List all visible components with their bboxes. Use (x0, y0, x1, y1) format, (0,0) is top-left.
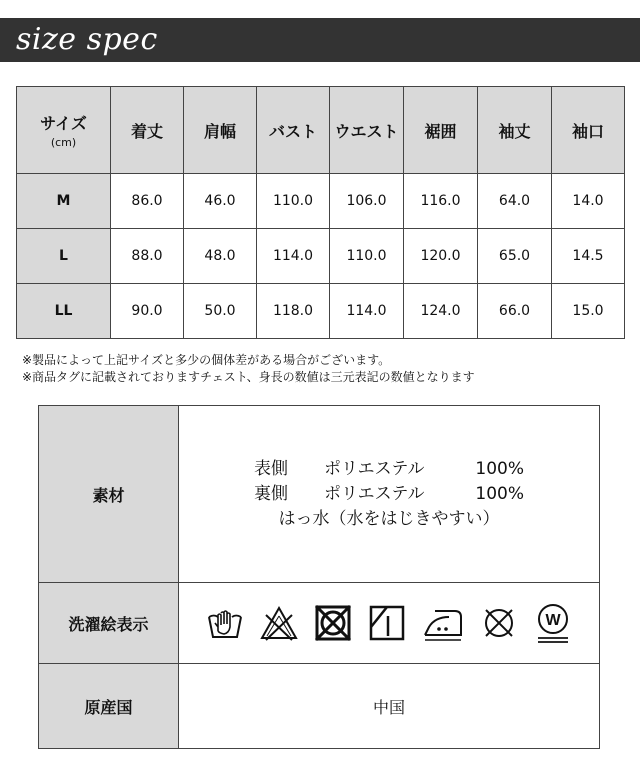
table-cell: 66.0 (478, 284, 552, 339)
row-size: M (17, 174, 111, 229)
material-side: 表側 (254, 458, 288, 479)
table-cell: 65.0 (478, 229, 552, 284)
table-cell: 106.0 (330, 174, 404, 229)
care-label: 洗濯絵表示 (39, 583, 179, 664)
hand-wash-icon (205, 603, 245, 643)
table-cell: 116.0 (404, 174, 478, 229)
table-cell: 50.0 (184, 284, 257, 339)
material-value (179, 406, 600, 583)
header-waist: ウエスト (330, 87, 404, 174)
header-shoulder: 肩幅 (184, 87, 257, 174)
table-cell: 64.0 (478, 174, 552, 229)
row-size: LL (17, 284, 111, 339)
svg-text:W: W (545, 612, 561, 629)
material-line-inner (179, 482, 599, 507)
header-size-unit: (cm) (50, 136, 77, 149)
title-banner (0, 18, 640, 62)
material-row (39, 406, 600, 583)
header-cuff: 袖口 (552, 87, 625, 174)
table-cell: 88.0 (111, 229, 184, 284)
iron-low-icon (421, 603, 465, 643)
table-cell: 46.0 (184, 174, 257, 229)
no-tumble-dry-icon (313, 603, 353, 643)
page-title: size spec (16, 22, 158, 57)
table-cell: 124.0 (404, 284, 478, 339)
table-cell: 114.0 (257, 229, 330, 284)
table-cell: 110.0 (257, 174, 330, 229)
origin-row (39, 664, 600, 749)
header-size-label: サイズ (40, 114, 87, 133)
material-side: 裏側 (254, 483, 288, 504)
header-length: 着丈 (111, 87, 184, 174)
material-percent: 100% (475, 458, 524, 479)
table-cell: 120.0 (404, 229, 478, 284)
row-size: L (17, 229, 111, 284)
material-label: 素材 (39, 406, 179, 583)
material-line-outer (179, 457, 599, 482)
header-sleeve-length: 袖丈 (478, 87, 552, 174)
header-size (17, 87, 111, 174)
header-bust: バスト (257, 87, 330, 174)
no-bleach-icon (259, 603, 299, 643)
material-note: はっ水（水をはじきやすい） (278, 508, 500, 529)
note-line: ※製品によって上記サイズと多少の個体差がある場合がございます。 (22, 353, 391, 367)
table-cell: 48.0 (184, 229, 257, 284)
note-line: ※商品タグに記載されておりますチェスト、身長の数値は三元表記の数値となります (22, 370, 475, 384)
table-cell: 118.0 (257, 284, 330, 339)
origin-value: 中国 (179, 664, 600, 749)
line-dry-shade-icon (367, 603, 407, 643)
table-row (17, 284, 625, 339)
table-row (17, 229, 625, 284)
product-info-table (38, 405, 600, 749)
size-table-header (17, 87, 625, 174)
size-table (16, 86, 625, 339)
table-cell: 14.0 (552, 174, 625, 229)
table-cell: 110.0 (330, 229, 404, 284)
table-cell: 86.0 (111, 174, 184, 229)
material-fabric: ポリエステル (324, 483, 425, 504)
care-row (39, 583, 600, 664)
no-dry-clean-icon (479, 603, 519, 643)
wet-clean-icon (533, 601, 573, 645)
table-row (17, 174, 625, 229)
origin-label: 原産国 (39, 664, 179, 749)
size-notes (22, 352, 475, 386)
table-cell: 114.0 (330, 284, 404, 339)
table-cell: 90.0 (111, 284, 184, 339)
header-hem: 裾囲 (404, 87, 478, 174)
table-cell: 15.0 (552, 284, 625, 339)
material-percent: 100% (475, 483, 524, 504)
material-fabric: ポリエステル (324, 458, 425, 479)
care-symbols (179, 583, 600, 664)
table-cell: 14.5 (552, 229, 625, 284)
